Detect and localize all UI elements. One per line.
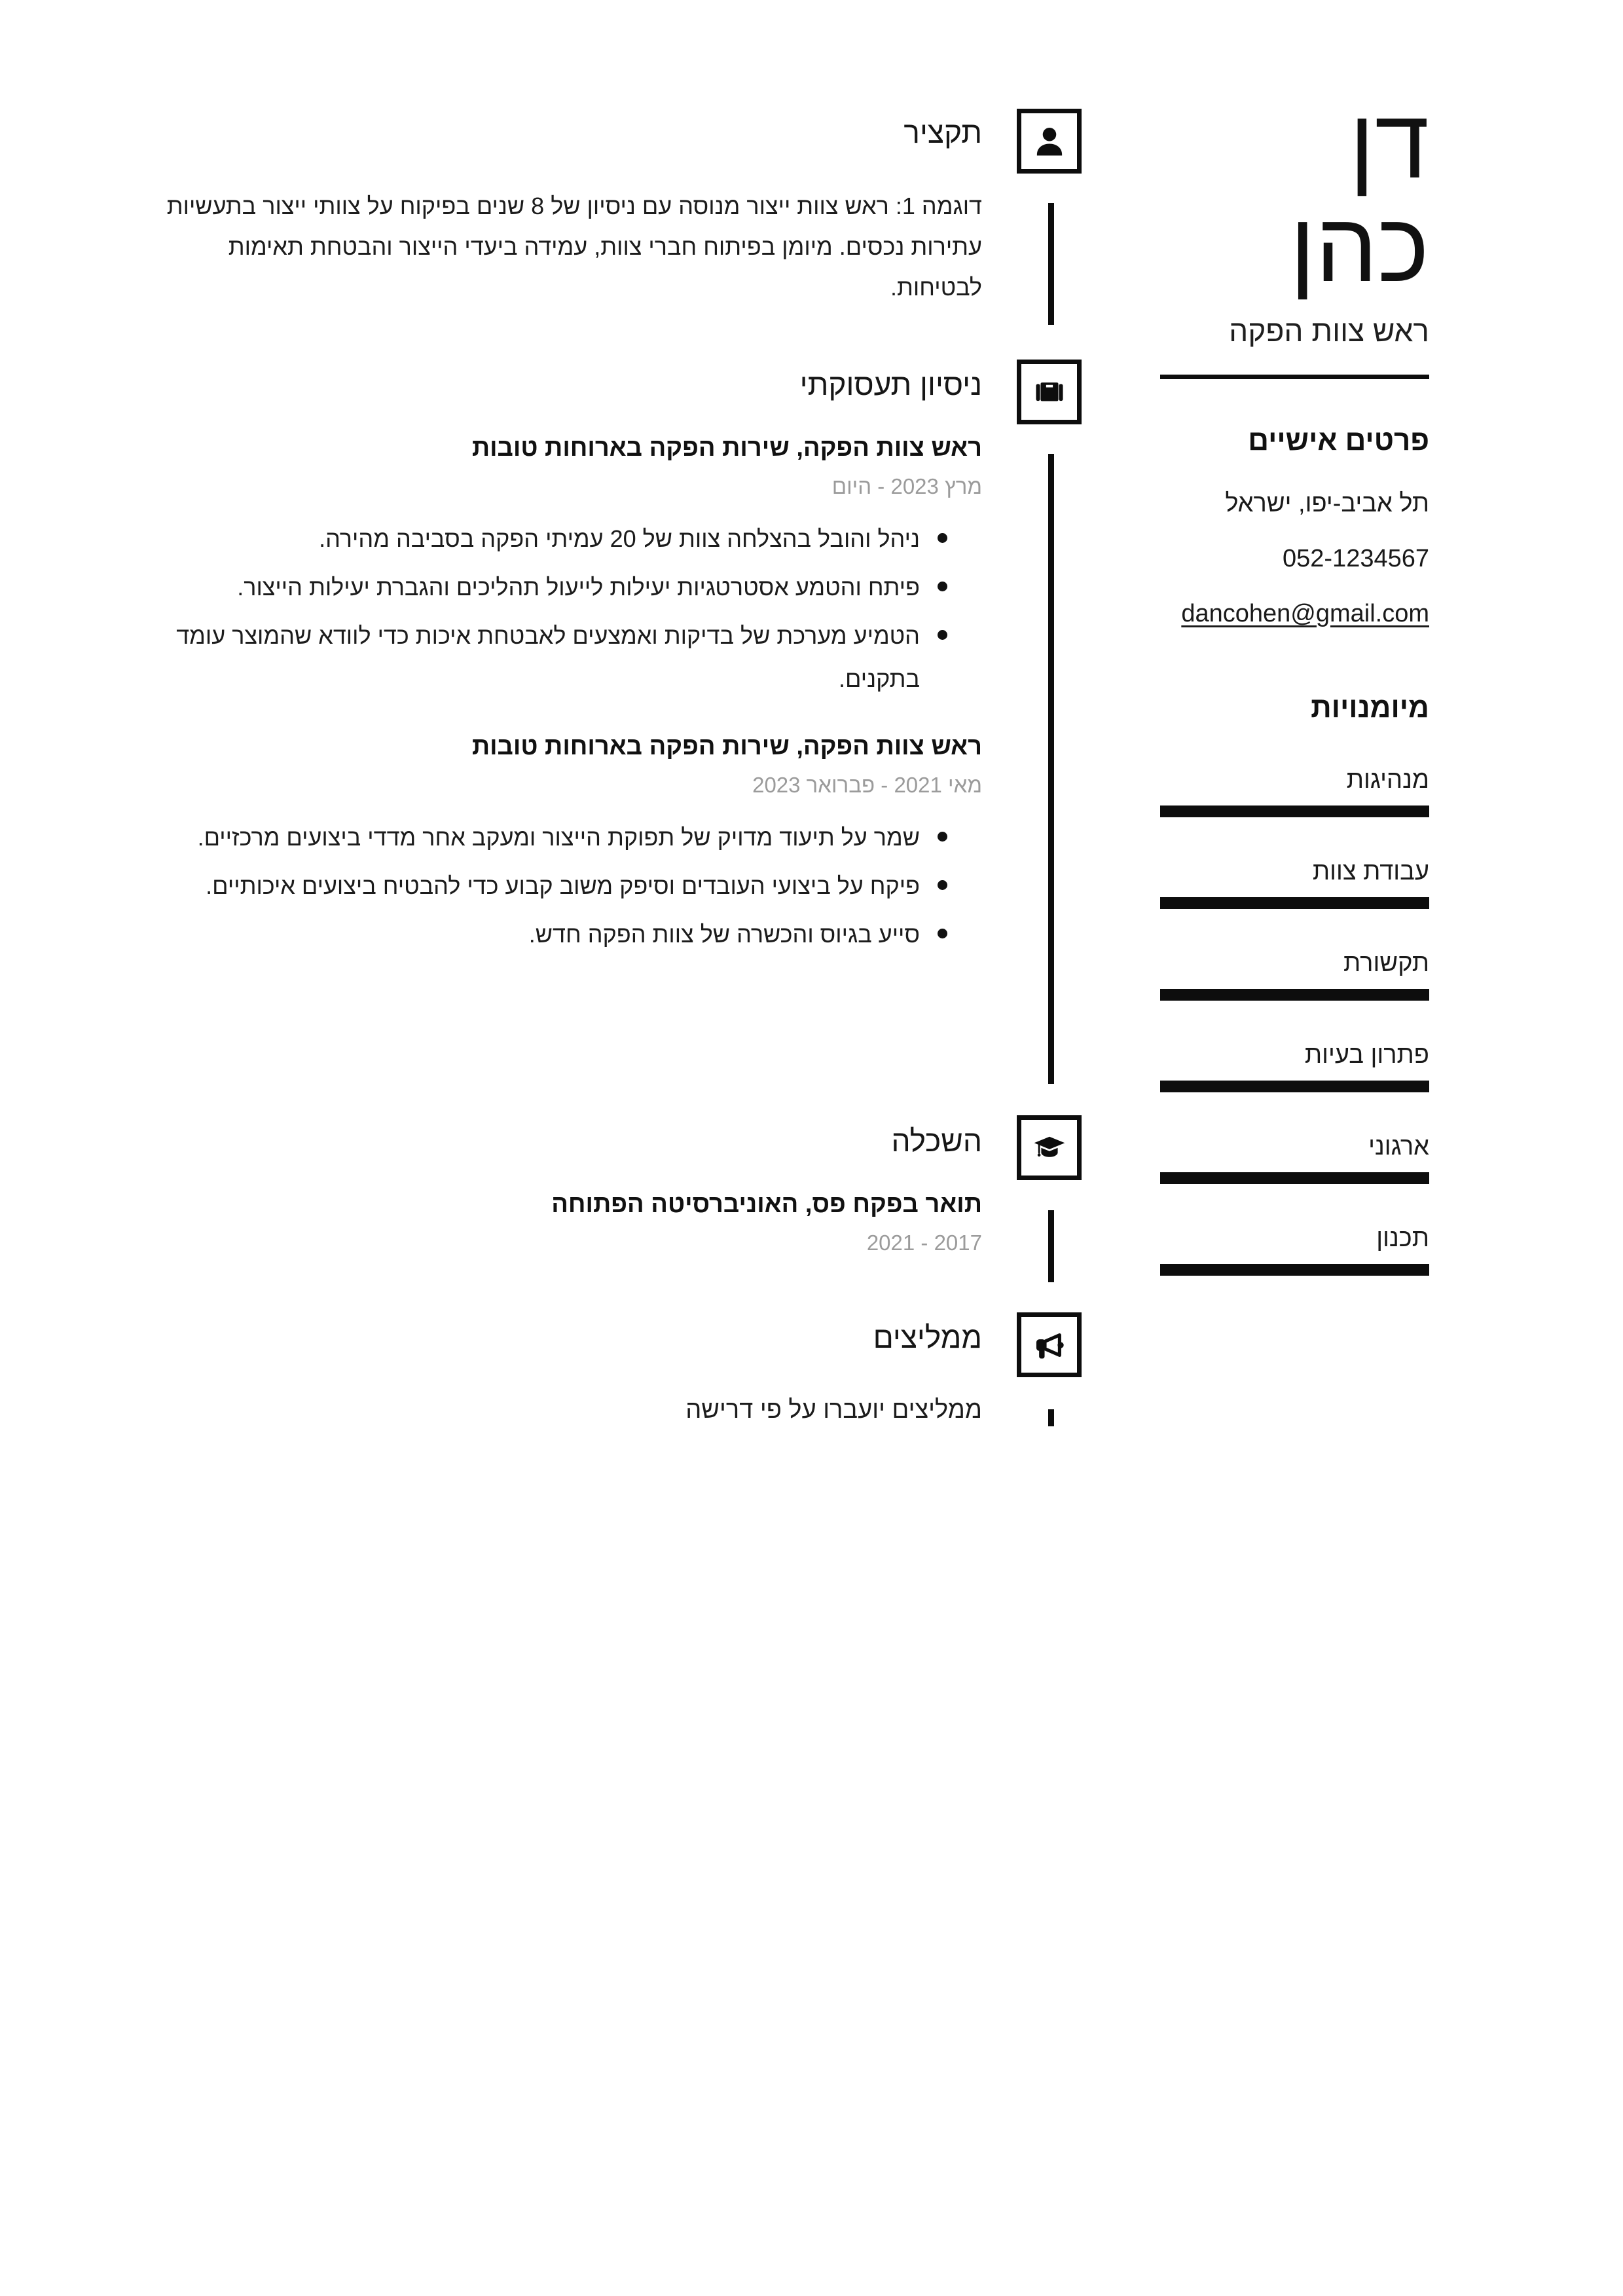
skill-row	[1160, 949, 1429, 1001]
skill-bar	[1160, 1264, 1429, 1276]
skill-label: עבודת צוות	[1312, 858, 1429, 885]
job-bullet: שמר על תיעוד מדויק של תפוקת הייצור ומעקב אחר מדדי ביצועים מרכזיים.	[157, 816, 920, 859]
job-bullet: הטמיע מערכת של בדיקות ואמצעים לאבטחת איכות כדי לוודא שהמוצר עומד בתקנים.	[157, 614, 920, 701]
skills-section	[1160, 691, 1429, 1276]
megaphone-icon	[1017, 1312, 1082, 1377]
timeline-connector	[1048, 1409, 1054, 1426]
last-name: כהן	[1290, 192, 1429, 302]
skill-label: תקשורת	[1343, 950, 1429, 977]
education-section	[157, 1123, 982, 1255]
job-bullet: סייע בגיוס והכשרה של צוות הפקה חדש.	[157, 913, 920, 956]
summary-text: דוגמה 1: ראש צוות ייצור מנוסה עם ניסיון של 8 שנים בפיקוח על צוותי ייצור בתעשיות עתירות נכסים. מיומן בפיתוח חברי צוות, עמידה ביעדי הייצור והבטחת תאימות לבטיחות.	[166, 193, 982, 301]
timeline-connector	[1048, 203, 1054, 325]
person-icon	[1017, 109, 1082, 174]
education-heading: השכלה	[891, 1124, 982, 1158]
skill-row	[1160, 1132, 1429, 1184]
skill-row	[1160, 1224, 1429, 1276]
first-name: דן	[1349, 88, 1429, 198]
degree-dates: 2017 - 2021	[866, 1231, 982, 1255]
job-title: ראש צוות הפקה, שירות הפקה בארוחות טובות	[471, 733, 982, 760]
skill-bar	[1160, 1081, 1429, 1092]
skill-row	[1160, 857, 1429, 909]
job-bullet: פיתח והטמע אסטרטגיות יעילות לייעול תהליכים והגברת יעילות הייצור.	[157, 566, 920, 609]
sidebar-divider	[1160, 375, 1429, 379]
job-bullet: פיקח על ביצועי העובדים וסיפק משוב קבוע כדי להבטיח ביצועים איכותיים.	[157, 864, 920, 908]
references-text: ממליצים יועברו על פי דרישה	[685, 1396, 982, 1424]
skill-bar	[1160, 897, 1429, 909]
phone-text: 052-1234567	[1283, 545, 1429, 572]
graduation-cap-icon	[1017, 1115, 1082, 1180]
job-bullet-list	[157, 517, 982, 701]
personal-details-section	[1160, 424, 1429, 628]
references-heading: ממליצים	[873, 1320, 982, 1354]
timeline-connector	[1048, 454, 1054, 1084]
summary-section	[157, 115, 982, 308]
timeline-connector	[1048, 1210, 1054, 1282]
job-bullet: ניהל והובל בהצלחה צוות של 20 עמיתי הפקה בסביבה מהירה.	[157, 517, 920, 561]
degree-title: תואר בפקח פס, האוניברסיטה הפתוחה	[551, 1191, 982, 1218]
job-title: ראש צוות הפקה, שירות הפקה בארוחות טובות	[471, 434, 982, 462]
email-link[interactable]: dancohen@gmail.com	[1181, 600, 1429, 627]
job-bullet-list	[157, 816, 982, 956]
skill-bar	[1160, 805, 1429, 817]
job-entry	[157, 732, 982, 956]
skill-bar	[1160, 1172, 1429, 1184]
summary-heading: תקציר	[903, 115, 982, 149]
person-name	[1160, 88, 1429, 302]
skill-label: מנהיגות	[1346, 766, 1429, 794]
job-entry	[157, 434, 982, 701]
skill-row	[1160, 1041, 1429, 1092]
experience-heading: ניסיון תעסוקתי	[799, 367, 982, 401]
skill-label: תכנון	[1376, 1225, 1429, 1252]
person-job-title: ראש צוות הפקה	[1229, 314, 1429, 348]
sidebar	[1160, 88, 1429, 1276]
skills-heading: מיומנויות	[1311, 692, 1429, 724]
briefcase-icon	[1017, 360, 1082, 424]
skill-label: ארגוני	[1368, 1133, 1429, 1160]
personal-details-heading: פרטים אישיים	[1248, 424, 1429, 456]
job-dates: מרץ 2023 - היום	[831, 474, 982, 498]
skill-bar	[1160, 989, 1429, 1001]
skill-label: פתרון בעיות	[1304, 1041, 1429, 1069]
experience-section	[157, 367, 982, 961]
job-dates: מאי 2021 - פברואר 2023	[752, 773, 982, 797]
email-row	[1160, 599, 1429, 628]
location-text: תל אביב-יפו, ישראל	[1225, 490, 1429, 517]
references-section	[157, 1320, 982, 1424]
skill-row	[1160, 766, 1429, 817]
